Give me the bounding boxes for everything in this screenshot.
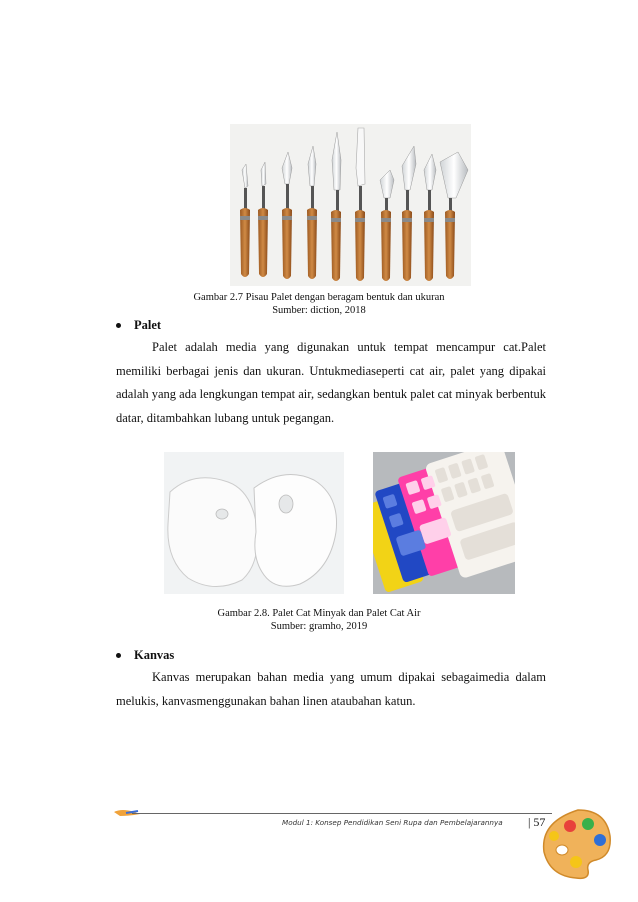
section-heading-palet [116, 318, 161, 333]
palette-knives-photo [230, 124, 471, 286]
heading-text: Palet [134, 318, 162, 332]
figure2-caption: Gambar 2.8. Palet Cat Minyak dan Palet Cat Air [217, 608, 421, 619]
heading-text: Kanvas [134, 648, 175, 662]
bullet-icon [116, 323, 121, 328]
knife-1 [240, 164, 250, 277]
paragraph-text: Kanvas merupakan bahan media yang umum dipakai sebagaimedia dalam melukis, kanvasmenggunakan bahan linen ataubahan katun. [116, 670, 546, 708]
figure1-source: Sumber: diction, 2018 [272, 305, 366, 316]
knife-6 [355, 128, 365, 281]
page-number: | 57 [528, 815, 546, 829]
bullet-icon [116, 653, 121, 658]
palette-knives-illustration [230, 124, 471, 286]
oil-palette-photo [164, 452, 344, 594]
knife-3 [282, 152, 292, 279]
knife-8 [402, 146, 416, 281]
footer-divider [132, 813, 552, 814]
watercolor-palette-illustration [373, 452, 515, 594]
knife-10 [440, 152, 468, 279]
knife-9 [424, 154, 436, 281]
paragraph-palet [116, 336, 546, 430]
brush-stroke-icon [112, 806, 142, 825]
watercolor-palette-photo [373, 452, 515, 594]
paragraph-kanvas [116, 666, 546, 713]
knife-7 [380, 170, 394, 281]
figure2-source: Sumber: gramho, 2019 [270, 621, 368, 632]
figure1-caption: Gambar 2.7 Pisau Palet dengan beragam bentuk dan ukuran [193, 292, 445, 303]
knife-5 [331, 132, 341, 281]
paragraph-text: Palet adalah media yang digunakan untuk tempat mencampur cat.Palet memiliki berbagai jenis dan ukuran. Untukmediaseperti cat air, palet yang dipakai adalah yang ada lengkungan tempat air, sedangkan bentuk palet cat minyak berbentuk datar, ditambahkan lubang untuk pegangan. [116, 340, 546, 425]
footer-module-title: Modul 1: Konsep Pendidikan Seni Rupa dan Pembelajarannya [282, 818, 503, 827]
oil-palette-illustration [164, 452, 344, 594]
paint-palette-icon [540, 806, 614, 887]
section-heading-kanvas [116, 648, 174, 663]
knife-2 [258, 162, 268, 277]
knife-4 [307, 146, 317, 279]
